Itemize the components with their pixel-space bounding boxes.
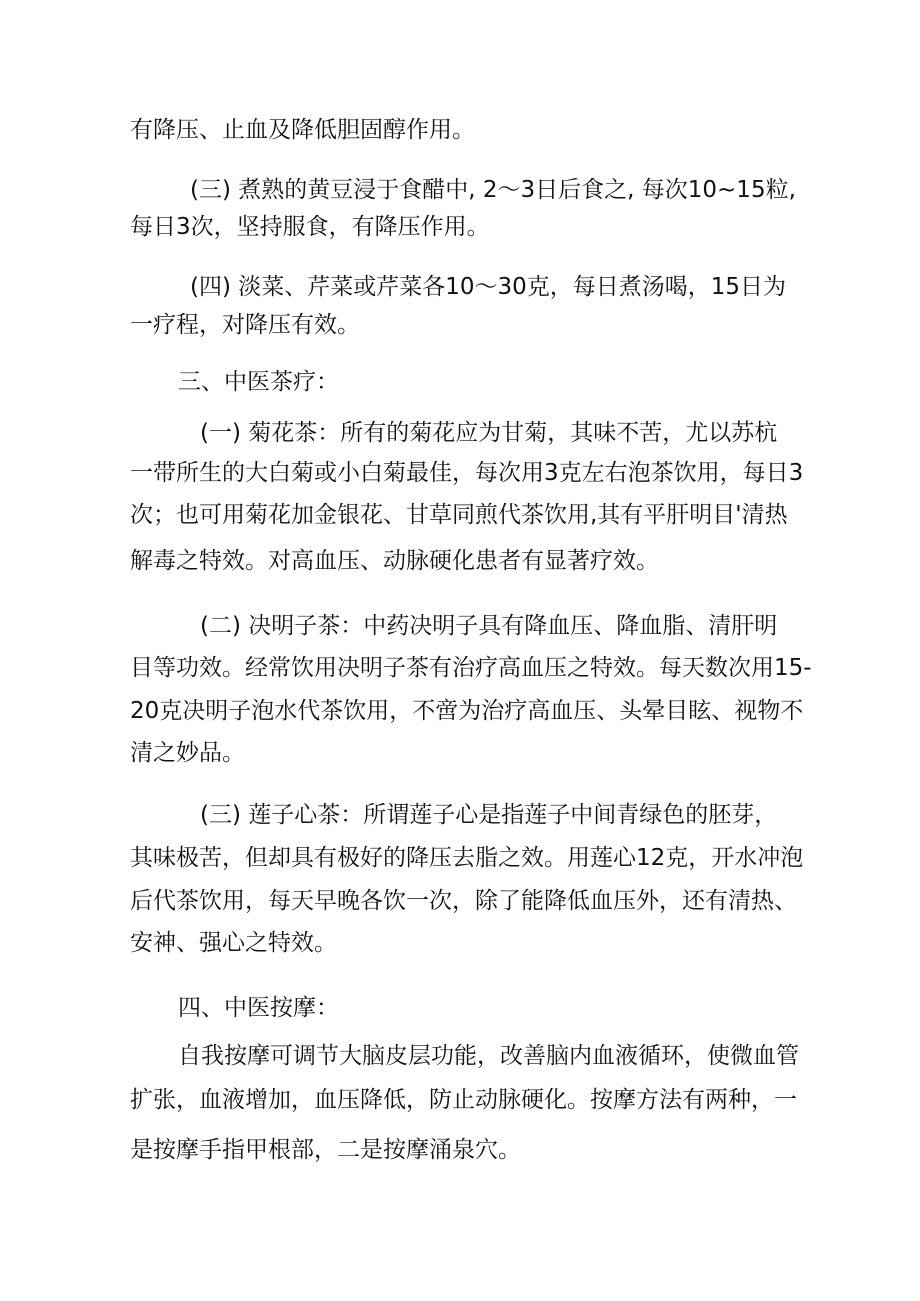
paragraph-line: (一) 菊花茶：所有的菊花应为甘菊，其味不苦，尤以苏杭 (200, 420, 778, 446)
paragraph-line: 清之妙品。 (130, 740, 245, 766)
paragraph-line: (三) 莲子心茶：所谓莲子心是指莲子中间青绿色的胚芽， (200, 802, 778, 828)
paragraph-line: 次；也可用菊花加金银花、甘草同煎代茶饮用,其有平肝明目'清热 (130, 502, 788, 528)
paragraph-line: 自我按摩可调节大脑皮层功能，改善脑内血液循环，使微血管 (178, 1043, 799, 1069)
paragraph-line: 有降压、止血及降低胆固醇作用。 (130, 117, 475, 143)
paragraph-line: 扩张，血液增加，血压降低，防止动脉硬化。按摩方法有两种，一 (130, 1087, 797, 1113)
paragraph-line: (四) 淡菜、芹菜或芹菜各10～30克，每日煮汤喝，15日为 (190, 274, 787, 300)
paragraph-line: 其味极苦，但却具有极好的降压去脂之效。用莲心12克，开水冲泡 (130, 845, 804, 871)
paragraph-line: 一带所生的大白菊或小白菊最佳，每次用3克左右泡茶饮用，每日3 (130, 460, 804, 486)
paragraph-line: 解毒之特效。对高血压、动脉硬化患者有显著疗效。 (130, 548, 659, 574)
paragraph-line: (二) 决明子茶：中药决明子具有降血压、降血脂、清肝明 (200, 613, 778, 639)
paragraph-line: 每日3次，坚持服食，有降压作用。 (130, 214, 490, 240)
paragraph-line: 后代茶饮用，每天早晚各饮一次，除了能降低血压外，还有清热、 (130, 888, 797, 914)
paragraph-line: 一疗程，对降压有效。 (130, 312, 360, 338)
paragraph-line: 目等功效。经常饮用决明子茶有治疗高血压之特效。每天数次用15- (130, 655, 812, 681)
section-heading: 四、中医按摩： (178, 995, 339, 1021)
paragraph-line: (三) 煮熟的黄豆浸于食醋中, 2～3日后食之, 每次10~15粒, (190, 177, 796, 203)
paragraph-line: 20克决明子泡水代茶饮用，不啻为治疗高血压、头晕目眩、视物不 (130, 698, 804, 724)
paragraph-line: 是按摩手指甲根部，二是按摩涌泉穴。 (130, 1137, 521, 1163)
paragraph-line: 安神、强心之特效。 (130, 930, 337, 956)
section-heading: 三、中医茶疗： (178, 369, 339, 395)
